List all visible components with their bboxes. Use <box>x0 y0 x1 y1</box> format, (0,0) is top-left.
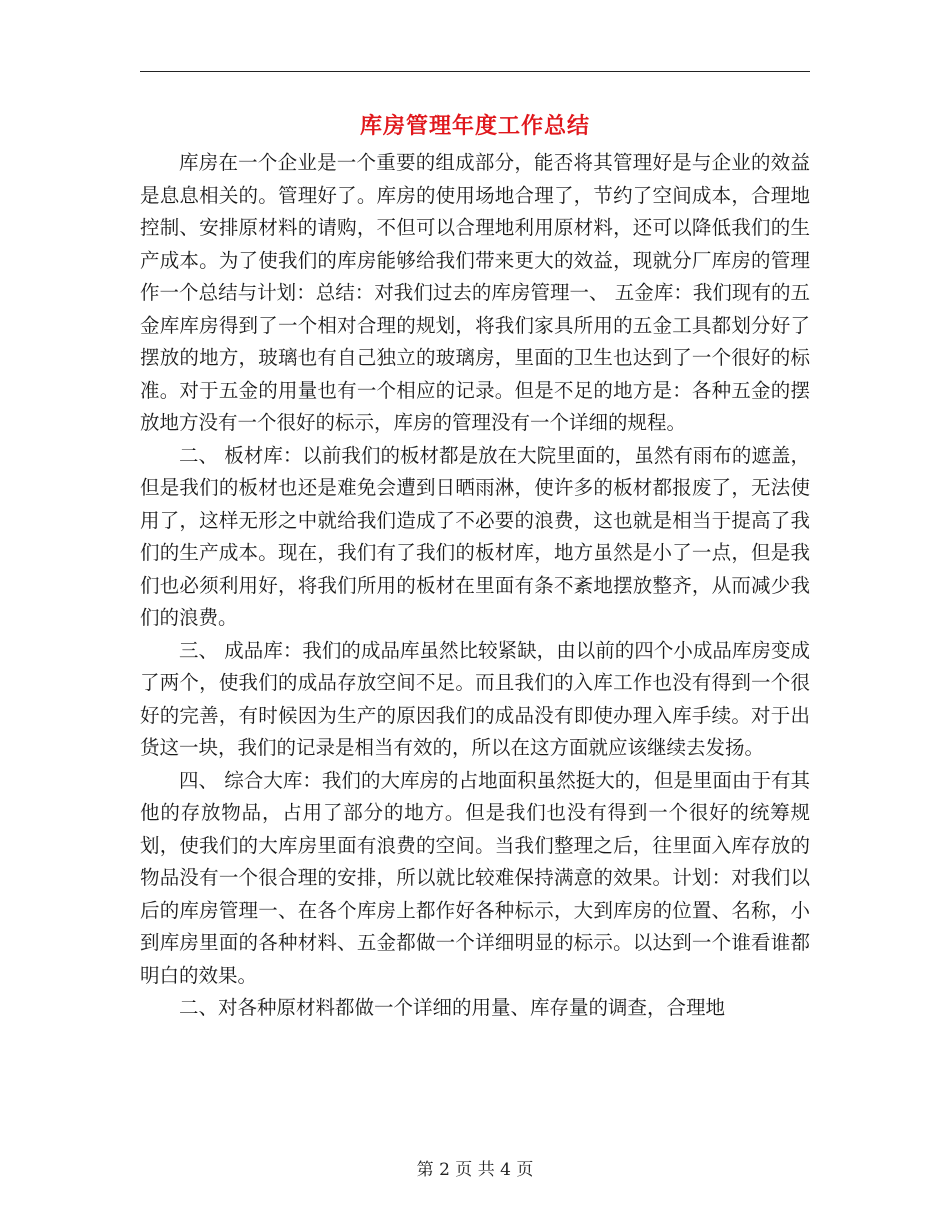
paragraph-finished-goods: 三、 成品库：我们的成品库虽然比较紧缺，由以前的四个小成品库房变成了两个，使我们的成品存放空间不足。而且我们的入库工作也没有得到一个很好的完善，有时候因为生产的原因我们的成品没有即使办理入库手续。对于出货这一块，我们的记录是相当有效的，所以在这方面就应该继续去发扬。 <box>140 638 810 759</box>
paragraph-intro: 库房在一个企业是一个重要的组成部分，能否将其管理好是与企业的效益是息息相关的。管理好了。库房的使用场地合理了，节约了空间成本，合理地控制、安排原材料的请购，不但可以合理地利用原材料，还可以降低我们的生产成本。为了使我们的库房能够给我们带来更大的效益，现就分厂库房的管理作一个总结与计划：总结：对我们过去的库房管理一、 五金库：我们现有的五金库库房得到了一个相对合理的规划，将我们家具所用的五金工具都划分好了摆放的地方，玻璃也有自己独立的玻璃房，里面的卫生也达到了一个很好的标准。对于五金的用量也有一个相应的记录。但是不足的地方是：各种五金的摆放地方没有一个很好的标示，库房的管理没有一个详细的规程。 <box>140 151 810 434</box>
paragraph-panel-storage: 二、 板材库：以前我们的板材都是放在大院里面的，虽然有雨布的遮盖，但是我们的板材也还是难免会遭到日晒雨淋，使许多的板材都报废了，无法使用了，这样无形之中就给我们造成了不必要的浪费，这也就是相当于提高了我们的生产成本。现在，我们有了我们的板材库，地方虽然是小了一点，但是我们也必须利用好，将我们所用的板材在里面有条不紊地摆放整齐，从而减少我们的浪费。 <box>140 443 810 629</box>
header-rule <box>140 71 810 72</box>
page-number: 第 2 页 共 4 页 <box>416 1160 534 1180</box>
paragraph-general-warehouse: 四、 综合大库：我们的大库房的占地面积虽然挺大的，但是里面由于有其他的存放物品，占用了部分的地方。但是我们也没有得到一个很好的统筹规划，使我们的大库房里面有浪费的空间。当我们整理之后，往里面入库存放的物品没有一个很合理的安排，所以就比较难保持满意的效果。计划：对我们以后的库房管理一、在各个库房上都作好各种标示，大到库房的位置、名称，小到库房里面的各种材料、五金都做一个详细明显的标示。以达到一个谁看谁都明白的效果。 <box>140 768 810 987</box>
document-title: 库房管理年度工作总结 <box>359 113 590 139</box>
paragraph-raw-materials: 二、对各种原材料都做一个详细的用量、库存量的调查，合理地 <box>179 996 726 1019</box>
document-body <box>140 147 810 1025</box>
